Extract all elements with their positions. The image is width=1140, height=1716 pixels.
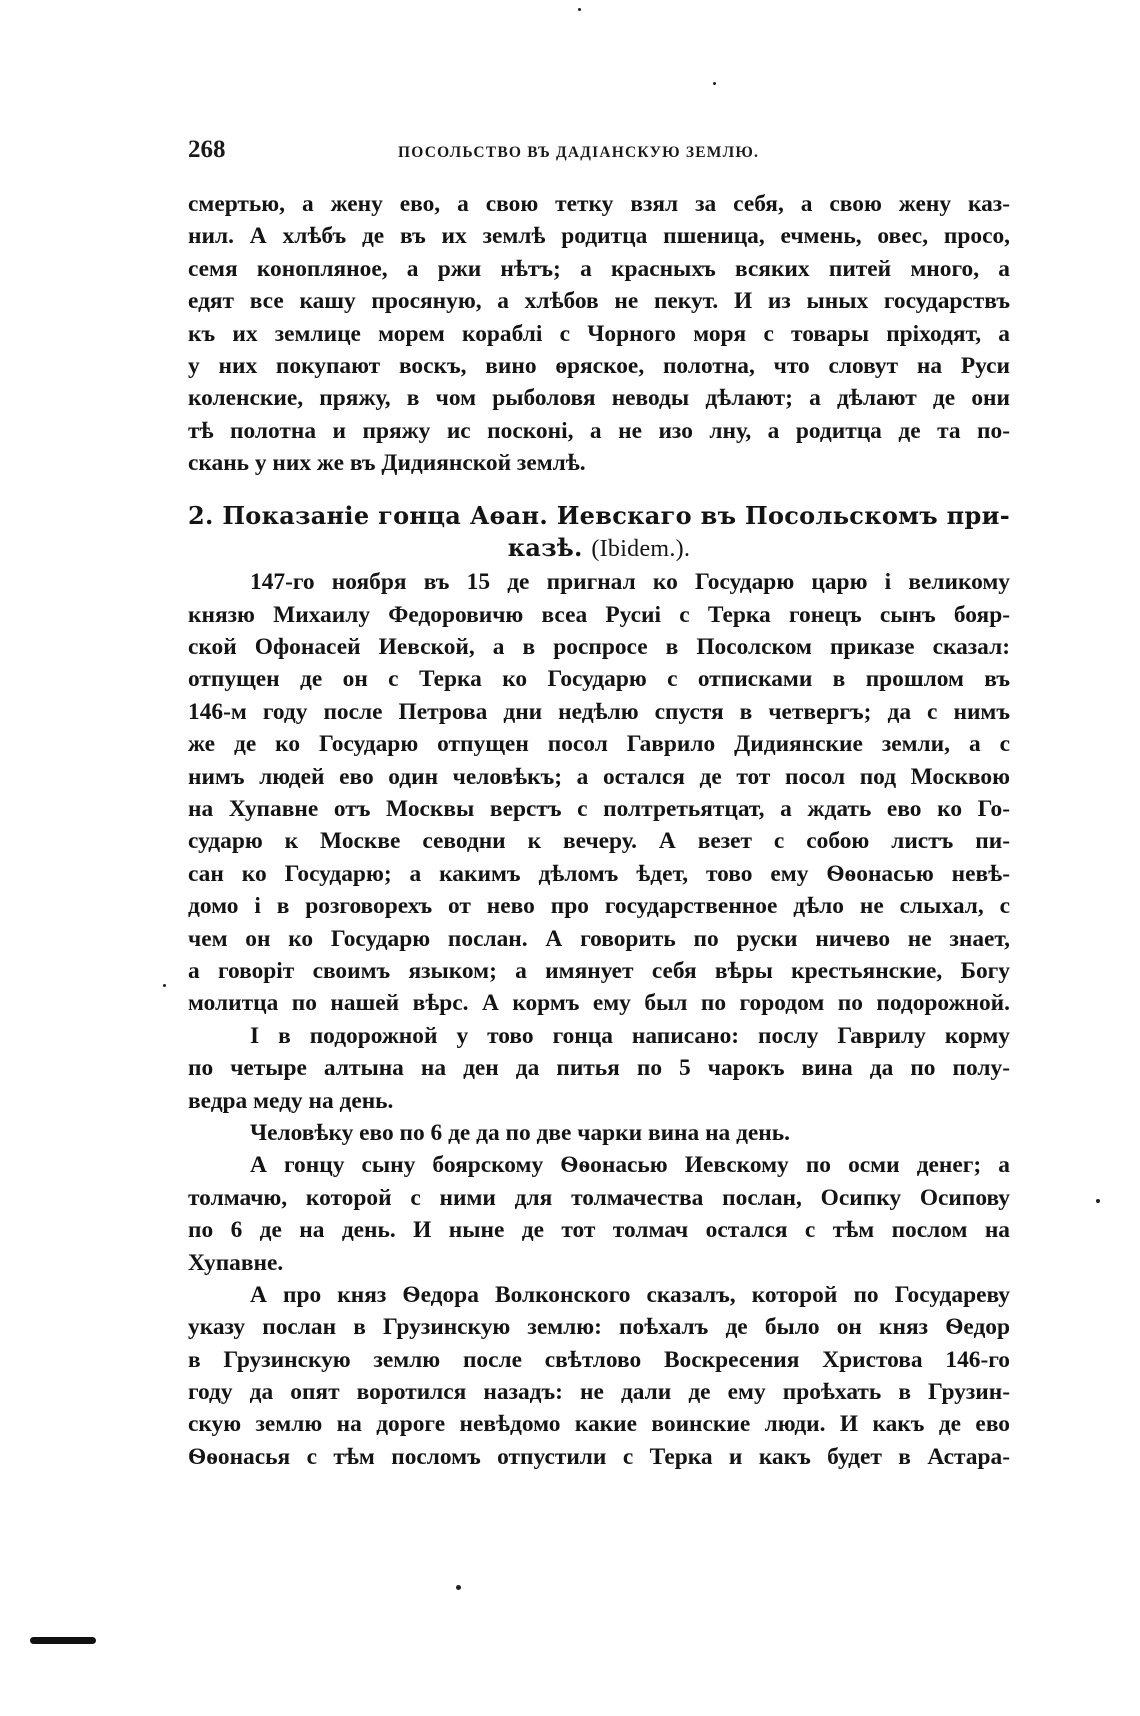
text-line: указу послан в Грузинскую землю: поѣхалъ де было он княз Ѳедор [188, 1314, 1010, 1341]
text-line: ведра меду на день. [188, 1087, 394, 1114]
text-line: молитца по нашей вѣрс. А кормъ ему был по городом по подорожной. [188, 990, 1010, 1017]
text-line: сан ко Государю; а какимъ дѣломъ ѣдет, тово ему Ѳѳонасью невѣ- [188, 860, 1010, 887]
text-line: нимъ людей ево один человѣкъ; а остался де тот посол под Москвою [188, 763, 1010, 790]
text-line: Хупавне. [188, 1249, 284, 1276]
text-line: домо і в розговорехъ от нево про государственное дѣло не слыхал, с [188, 893, 1010, 920]
text-line: къ их землице морем кораблі с Чорного моря с товары пріходят, а [188, 320, 1010, 347]
text-line: же де ко Государю отпущен посол Гаврило Дидиянские земли, а с [188, 731, 1010, 758]
text-line: отпущен де он с Терка ко Государю с отписками в прошлом въ [188, 666, 1010, 693]
scan-speck [713, 82, 716, 85]
text-line: сударю к Москве севодни к вечеру. А везет с собою листъ пи- [188, 828, 1010, 855]
scan-speck [578, 8, 581, 11]
paragraph-2 [188, 1020, 1010, 1117]
text-line: коленские, пряжу, в чом рыболовя неводы дѣлают; а дѣлают де они [188, 385, 1010, 412]
paragraph-3 [188, 1117, 1010, 1149]
text-line: А про княз Ѳедора Волконского сказалъ, которой по Государеву [250, 1281, 1010, 1308]
heading-line: 2. Показаніе гонца Аѳан. Иевскаго въ Посольскомъ при- [188, 500, 1010, 530]
text-line: Ѳѳонасья с тѣм посломъ отпустили с Терка и какъ будет в Астара- [188, 1443, 1010, 1470]
text-line: нил. А хлѣбъ де въ их землѣ родитца пшеница, ечмень, овес, просо, [188, 223, 1010, 250]
text-line: 146-м году после Петрова дни недѣлю спустя в четвергъ; да с нимъ [188, 698, 1010, 725]
text-line: 147-го ноября въ 15 де пригнал ко Государю царю і великому [250, 569, 1010, 596]
text-line: І в подорожной у тово гонца написано: послу Гаврилу корму [250, 1022, 1010, 1049]
text-line: Человѣку ево по 6 де да по две чарки вина на день. [250, 1119, 791, 1146]
text-line: чем он ко Государю послан. А говорить по руски ничево не знает, [188, 925, 1010, 952]
section-2-heading [188, 500, 1010, 565]
scan-speck [456, 1585, 461, 1590]
text-line: у них покупают воскъ, вино ѳряское, полотна, что словут на Руси [188, 352, 1010, 379]
text-line: году да опят воротился назадъ: не дали де ему проѣхать в Грузин- [188, 1379, 1010, 1406]
heading-ibid: (Ibidem.). [591, 535, 691, 562]
paragraph-5 [188, 1279, 1010, 1473]
page-number: 268 [188, 136, 226, 163]
text-line: тѣ полотна и пряжу ис посконі, а не изо лну, а родитца де та по- [188, 417, 1010, 444]
text-line: по 6 де на день. И ныне де тот толмач остался с тѣм послом на [188, 1217, 1010, 1244]
paragraph-1 [188, 566, 1010, 1019]
paragraph-4 [188, 1149, 1010, 1279]
text-line: ской Офонасей Иевской, а в роспросе в Посолском приказе сказал: [188, 634, 1010, 661]
heading-line-2: казѣ. [507, 532, 583, 562]
text-line: на Хупавне отъ Москвы верстъ с полтретьятцат, а ждать ево ко Го- [188, 796, 1010, 823]
scan-mark [30, 1637, 96, 1644]
heading-line [188, 532, 1010, 564]
text-line: по четыре алтына на ден да питья по 5 чарокъ вина да по полу- [188, 1055, 1010, 1082]
text-line: скую землю на дороге невѣдомо какие воинские люди. И какъ де ево [188, 1411, 1010, 1438]
running-title: ПОСОЛЬСТВО ВЪ ДАДІАНСКУЮ ЗЕМЛЮ. [398, 144, 760, 161]
page-header [188, 136, 1010, 176]
text-line: толмачю, которой с ними для толмачества послан, Осипку Осипову [188, 1184, 1010, 1211]
text-line: семя конопляное, а ржи нѣтъ; а красныхъ всяких питей много, а [188, 255, 1010, 282]
section-1-text [188, 188, 1010, 480]
page-body [188, 188, 1010, 1473]
text-line: едят все кашу просяную, а хлѣбов не пекут. И из ыных государствъ [188, 288, 1010, 315]
scan-speck [163, 984, 166, 987]
text-line: князю Михаилу Федоровичю всеа Русиі с Терка гонецъ сынъ бояр- [188, 601, 1010, 628]
text-line: А гонцу сыну боярскому Ѳѳонасью Иевскому по осми денег; а [250, 1152, 1010, 1179]
text-line: смертью, а жену ево, а свою тетку взял за себя, а свою жену каз- [188, 191, 1010, 217]
text-line: в Грузинскую землю после свѣтлово Воскресения Христова 146-го [188, 1346, 1010, 1373]
text-line: а говоріт своимъ языком; а имянует себя вѣры крестьянские, Богу [188, 957, 1010, 984]
scan-speck [1096, 1199, 1100, 1203]
text-line: скань у них же въ Дидиянской землѣ. [188, 450, 586, 477]
